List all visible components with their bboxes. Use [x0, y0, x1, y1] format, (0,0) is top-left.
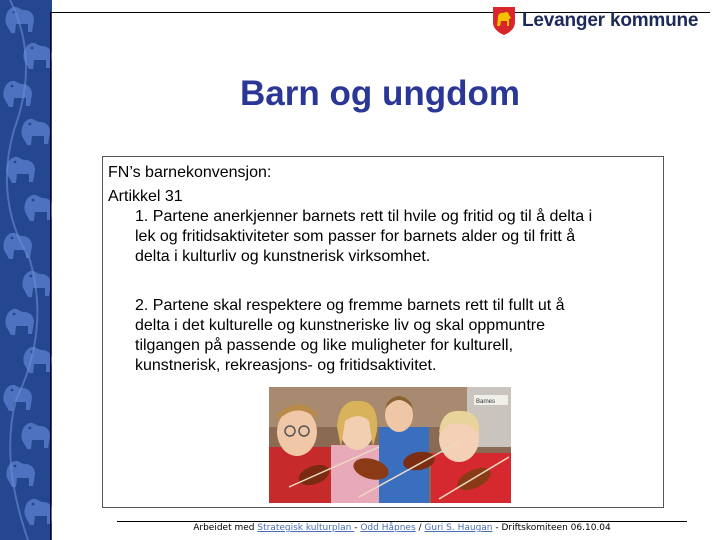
municipality-logo: [492, 5, 698, 37]
footer-prefix: Arbeidet med: [193, 523, 258, 533]
paragraph-line: 1. Partene anerkjenner barnets rett til hvile og fritid og til å delta i: [135, 208, 593, 225]
footer-suffix: - Driftskomiteen 06.10.04: [492, 523, 611, 533]
footer-link-guri-haugan[interactable]: Guri S. Haugan: [424, 523, 493, 533]
intro-text: FN’s barnekonvensjon:: [108, 164, 272, 181]
logo-text: Levanger kommune: [522, 10, 699, 31]
paragraph-line: 2. Partene skal respektere og fremme barnets rett til fullt ut å: [135, 297, 565, 314]
footer-separator: -: [354, 523, 361, 533]
footer-link-odd-hapnes[interactable]: Odd Håpnes: [360, 523, 416, 533]
footer-separator: /: [415, 523, 425, 533]
paragraph-line: kunstnerisk, rekreasjons- og fritidsaktivitet.: [135, 357, 437, 374]
paragraph-2: [135, 296, 660, 376]
paragraph-1: [135, 207, 660, 267]
paragraph-line: lek og fritidsaktiviteter som passer for barnets alder og til fritt å: [135, 228, 576, 245]
photo-sign-text: Barnes: [476, 399, 496, 405]
paragraph-line: tilgangen på passende og like muligheter for kulturell,: [135, 337, 514, 354]
children-violin-photo: [269, 387, 511, 503]
paragraph-line: delta i det kulturelle og kunstneriske liv og skal oppmuntre: [135, 317, 545, 334]
article-heading: Artikkel 31: [108, 188, 183, 205]
coat-of-arms-icon: [492, 6, 516, 36]
paragraph-line: delta i kulturliv og kunstnerisk virksomhet.: [135, 248, 431, 265]
footer: [117, 521, 687, 535]
animal-pattern-icon: [0, 0, 52, 540]
decorative-side-strip: [0, 0, 52, 540]
slide-title: Barn og ungdom: [240, 74, 520, 113]
footer-link-kulturplan[interactable]: Strategisk kulturplan: [257, 523, 355, 533]
